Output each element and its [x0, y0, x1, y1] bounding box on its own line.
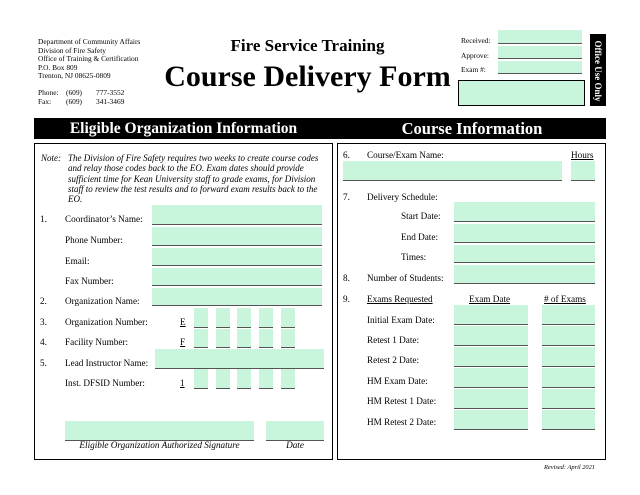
item-number: 6.: [343, 150, 350, 160]
dfsid-number-digit[interactable]: [237, 369, 251, 389]
eligible-organization-heading: Eligible Organization Information: [69, 120, 298, 137]
phone-number-label: Phone Number:: [65, 235, 123, 245]
dfsid-number-digit[interactable]: [194, 369, 208, 389]
exam-row-label: Retest 1 Date:: [367, 335, 420, 345]
number-of-exams-field[interactable]: [542, 389, 595, 409]
exam-row-label: Retest 2 Date:: [367, 355, 420, 365]
exam-number-field[interactable]: [498, 61, 582, 74]
dfsid-number-label: Inst. DFSID Number:: [65, 378, 145, 388]
exam-row-label: HM Retest 1 Date:: [367, 396, 437, 406]
fax-number-field[interactable]: [152, 268, 322, 286]
hours-label: Hours: [571, 150, 594, 160]
course-exam-name-label: Course/Exam Name:: [367, 150, 444, 160]
start-date-field[interactable]: [454, 202, 595, 222]
exam-date-field[interactable]: [454, 410, 528, 430]
facility-number-prefix: F: [180, 337, 186, 347]
exam-date-field[interactable]: [454, 305, 528, 325]
number-of-students-field[interactable]: [454, 265, 595, 284]
number-of-exams-header: # of Exams: [544, 294, 586, 304]
item-number: 9.: [343, 294, 350, 304]
coordinator-name-label: Coordinator’s Name:: [65, 214, 143, 224]
hours-field[interactable]: [571, 161, 595, 181]
office-use-box[interactable]: [458, 80, 585, 106]
exam-date-field[interactable]: [454, 326, 528, 346]
exam-date-field[interactable]: [454, 368, 528, 388]
number-of-exams-field[interactable]: [542, 305, 595, 325]
facility-number-digit[interactable]: [259, 329, 273, 348]
exam-date-field[interactable]: [454, 389, 528, 409]
agency-line: Office of Training & Certification: [38, 54, 139, 64]
number-of-exams-field[interactable]: [542, 368, 595, 388]
exam-date-header: Exam Date: [469, 294, 511, 304]
fax-number-label: Fax Number:: [65, 276, 114, 286]
agency-block: [38, 38, 140, 81]
delivery-schedule-label: Delivery Schedule:: [367, 192, 438, 202]
facility-number-digit[interactable]: [281, 329, 295, 348]
start-date-label: Start Date:: [401, 211, 441, 221]
number-of-exams-field[interactable]: [542, 347, 595, 367]
course-information-heading: Course Information: [401, 119, 543, 138]
lead-instructor-label: Lead Instructor Name:: [65, 358, 149, 368]
note-label: Note:: [41, 153, 61, 163]
item-number: 2.: [40, 296, 47, 306]
dfsid-number-digit[interactable]: [259, 369, 273, 389]
signature-date-label: Date: [286, 440, 304, 450]
coordinator-name-field[interactable]: [152, 205, 322, 225]
organization-name-field[interactable]: [152, 288, 322, 306]
item-number: 5.: [40, 358, 47, 368]
item-number: 3.: [40, 317, 47, 327]
signature-date-field[interactable]: [266, 421, 324, 441]
dfsid-number-digit[interactable]: [281, 369, 295, 389]
received-field[interactable]: [498, 30, 582, 44]
organization-number-label: Organization Number:: [65, 317, 148, 327]
email-field[interactable]: [152, 248, 322, 266]
end-date-label: End Date:: [401, 232, 438, 242]
facility-number-label: Facility Number:: [65, 337, 129, 347]
agency-line: Trenton, NJ 08625-0809: [38, 71, 111, 81]
item-number: 8.: [343, 273, 350, 283]
end-date-field[interactable]: [454, 224, 595, 243]
exams-requested-label: Exams Requested: [367, 294, 433, 304]
agency-line: Department of Community Affairs: [38, 37, 141, 46]
form-subtitle: Fire Service Training: [230, 36, 385, 55]
approve-field[interactable]: [498, 46, 582, 59]
approve-label: Approve:: [461, 51, 489, 60]
dfsid-number-prefix: 1: [180, 378, 185, 388]
times-field[interactable]: [454, 245, 595, 263]
item-number: 7.: [343, 192, 350, 202]
exam-number-label: Exam #:: [461, 65, 486, 74]
agency-line: P.O. Box 809: [38, 62, 78, 72]
facility-number-digit[interactable]: [194, 329, 208, 348]
email-label: Email:: [65, 256, 90, 266]
organization-number-digit[interactable]: [281, 308, 295, 328]
item-number: 4.: [40, 337, 47, 347]
organization-number-digit[interactable]: [259, 308, 273, 328]
number-of-students-label: Number of Students:: [367, 273, 444, 283]
exam-row-label: Initial Exam Date:: [367, 315, 435, 325]
facility-number-digit[interactable]: [216, 329, 230, 348]
agency-line: Division of Fire Safety: [38, 45, 106, 55]
form-title: Course Delivery Form: [164, 60, 451, 93]
number-of-exams-field[interactable]: [542, 326, 595, 346]
organization-name-label: Organization Name:: [65, 296, 140, 306]
facility-number-digit[interactable]: [237, 329, 251, 348]
course-exam-name-field[interactable]: [343, 161, 562, 181]
number-of-exams-field[interactable]: [542, 410, 595, 430]
note-text: The Division of Fire Safety requires two weeks to create course codes and relay those codes back to the EO. Exam dates should provide sufficient time for Kean University staff to grade exams, for Division staff to review the test results and to forward exam results back to the EO.: [68, 153, 319, 205]
revised-date: Revised: April 2021: [544, 464, 595, 471]
organization-number-digit[interactable]: [237, 308, 251, 328]
phone-number-field[interactable]: [152, 227, 322, 246]
organization-number-prefix: E: [180, 317, 186, 327]
lead-instructor-field[interactable]: [155, 349, 324, 369]
times-label: Times:: [401, 252, 427, 262]
agency-phone: Phone: (609) 777-3552: [38, 88, 125, 97]
exam-row-label: HM Exam Date:: [367, 376, 428, 386]
dfsid-number-digit[interactable]: [216, 369, 230, 389]
item-number: 1.: [40, 214, 47, 224]
agency-fax: Fax: (609) 341-3469: [38, 97, 125, 106]
office-use-label: Office Use Only: [593, 40, 603, 102]
organization-number-digit[interactable]: [216, 308, 230, 328]
signature-label: Eligible Organization Authorized Signature: [79, 440, 240, 450]
signature-field[interactable]: [65, 421, 254, 441]
exam-row-label: HM Retest 2 Date:: [367, 417, 437, 427]
organization-number-digit[interactable]: [194, 308, 208, 328]
received-label: Received:: [461, 36, 491, 45]
exam-date-field[interactable]: [454, 347, 528, 367]
